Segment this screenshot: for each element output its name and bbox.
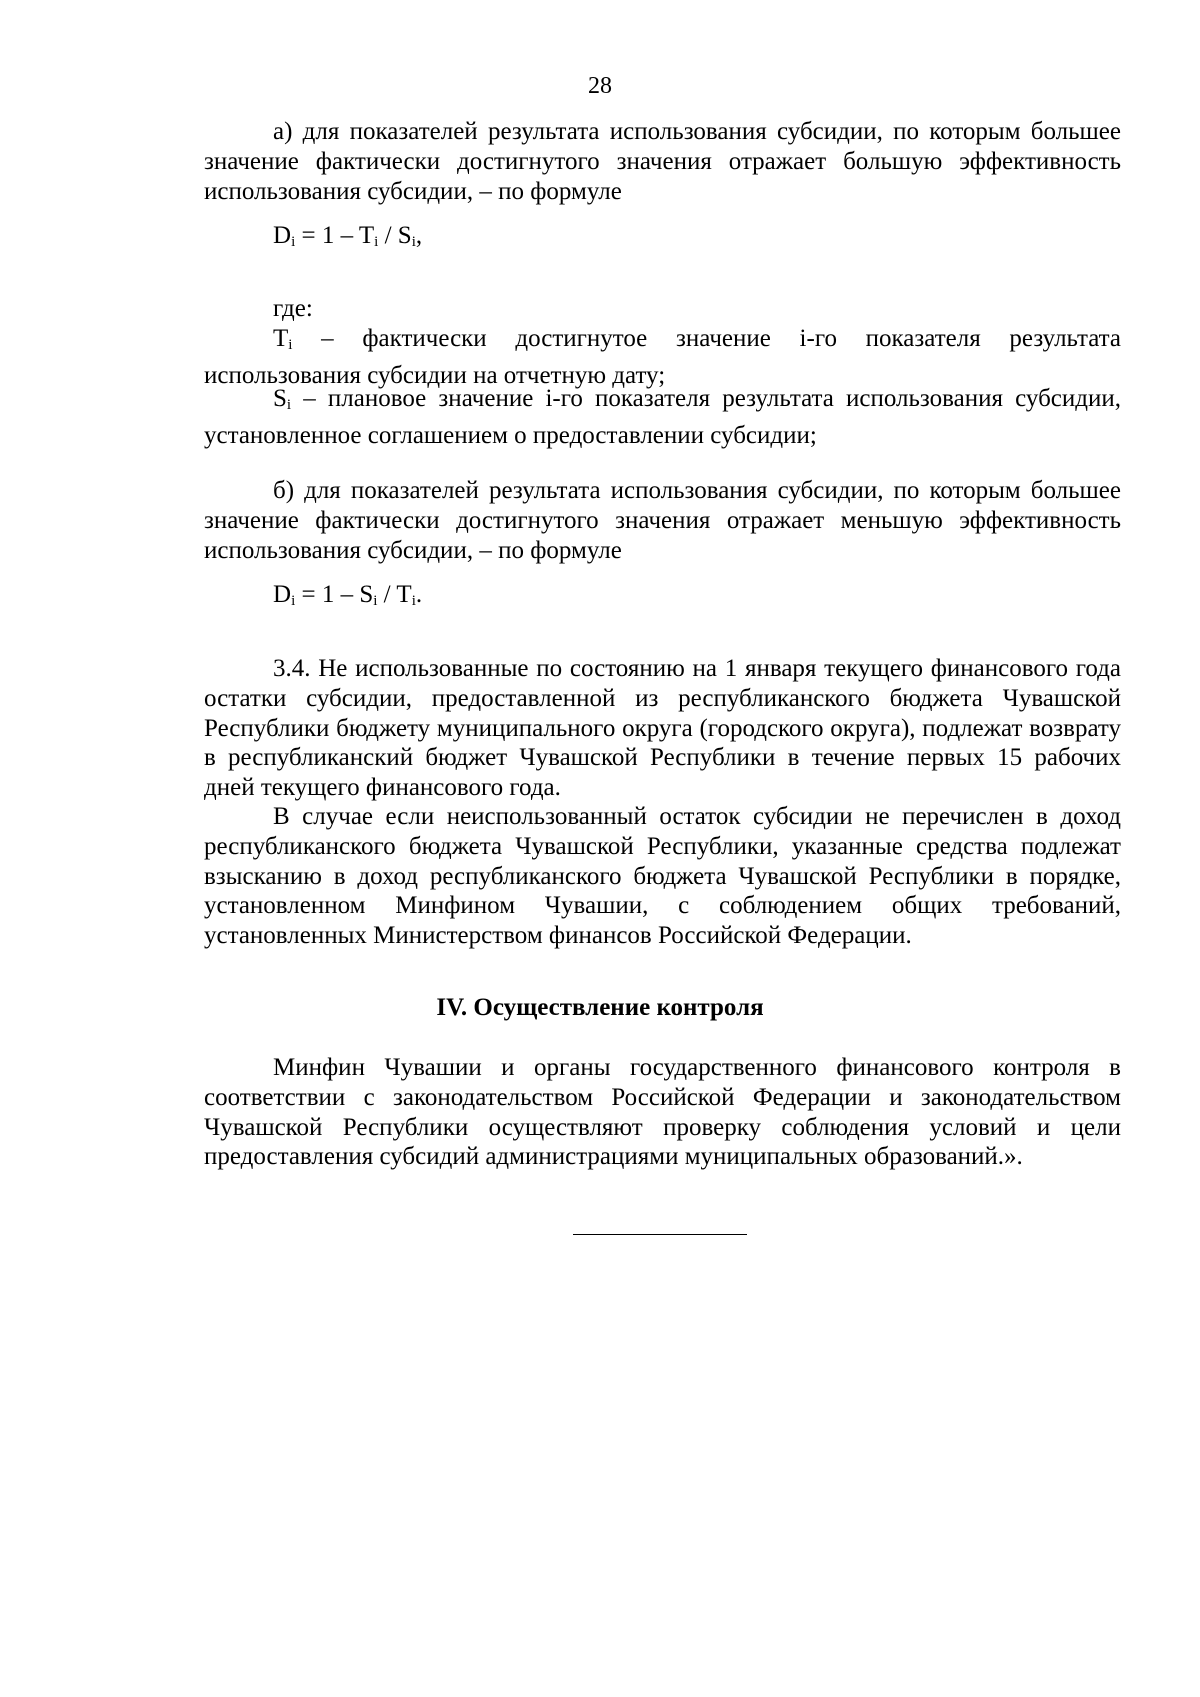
formula-a (273, 221, 422, 257)
t-symbol: T (273, 325, 289, 352)
formula-b-sep: / T (377, 581, 412, 608)
formula-b-t-sub: i (411, 593, 416, 609)
s-definition-text: – плановое значение i-го показателя результата использования субсидии, установленное соглашением о предоставлении субсидии; (204, 385, 1121, 449)
t-symbol-sub: i (288, 337, 293, 353)
formula-b (273, 580, 422, 616)
formula-a-lhs: D (273, 222, 292, 249)
s-definition (204, 384, 1121, 451)
formula-a-end: , (415, 222, 423, 249)
item-b-paragraph: б) для показателей результата использования субсидии, по которым большее значение фактически достигнутого значения отражает меньшую эффективность использования субсидии, – по формуле (204, 477, 1121, 564)
t-definition (204, 324, 1121, 391)
section-4-heading: IV. Осуществление контроля (436, 994, 764, 1021)
s-symbol-sub: i (286, 397, 292, 413)
end-divider (573, 1234, 747, 1235)
formula-a-t-sub: i (374, 234, 379, 250)
formula-b-lhs-sub: i (291, 593, 296, 609)
item-a-paragraph: а) для показателей результата использования субсидии, по которым большее значение фактически достигнутого значения отражает большую эффективность использования субсидии, – по формуле (204, 118, 1121, 205)
formula-a-sep: / S (378, 222, 412, 249)
paragraph-3-4: 3.4. Не использованные по состоянию на 1 января текущего финансового года остатки субсидии, предоставленной из республиканского бюджета Чувашской Республики бюджету муниципального округа (городского округа), подлежат возврату в республиканский бюджет Чувашской Республики в течение первых 15 рабочих дней текущего финансового года. (204, 655, 1121, 802)
t-definition-text: – фактически достигнутое значение i-го показателя результата использования субсидии на отчетную дату; (204, 325, 1121, 389)
page-number: 28 (588, 73, 612, 99)
paragraph-unused-balance: В случае если неиспользованный остаток субсидии не перечислен в доход республиканского бюджета Чувашской Республики, указанные средства подлежат взысканию в доход республиканского бюджета Чувашской Республики в порядке, установленном Минфином Чувашии, с соблюдением общих требований, установленных Министерством финансов Российской Федерации. (204, 803, 1121, 950)
formula-a-s-sub: i (411, 234, 416, 250)
formula-a-lhs-sub: i (291, 234, 296, 250)
formula-b-s-sub: i (373, 593, 378, 609)
s-symbol: S (273, 385, 287, 412)
formula-b-middle: = 1 – S (295, 581, 374, 608)
section-4-paragraph: Минфин Чувашии и органы государственного финансового контроля в соответствии с законодательством Российской Федерации и законодательством Чувашской Республики осуществляют проверку соблюдения условий и цели предоставления субсидий администрациями муниципальных образований.». (204, 1054, 1121, 1171)
formula-a-middle: = 1 – T (295, 222, 375, 249)
where-label: где: (273, 295, 313, 322)
formula-b-lhs: D (273, 581, 292, 608)
formula-b-end: . (415, 581, 423, 608)
